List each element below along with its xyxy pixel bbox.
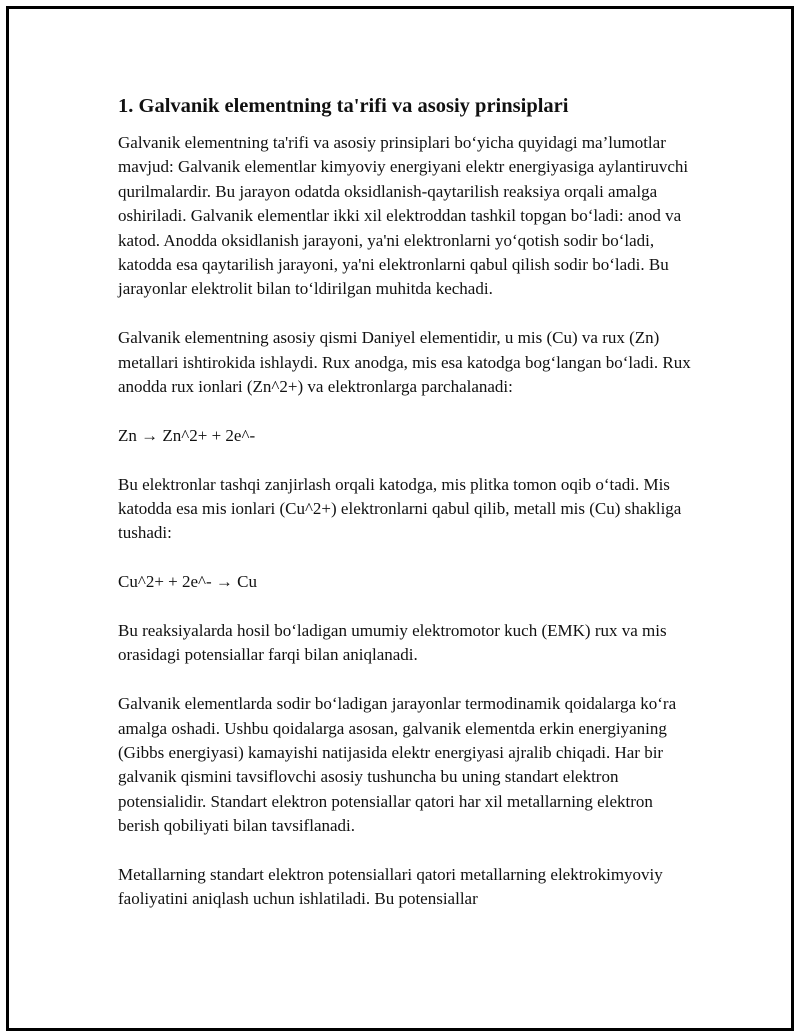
paragraph-electron-flow: Bu elektronlar tashqi zanjirlash orqali katodga, mis plitka tomon oqib o‘tadi. Mis katodda esa mis ionlari (Cu^2+) elektronlarni qabul qilib, metall mis (Cu) shakliga tushadi: bbox=[118, 474, 682, 543]
section-heading: 1. Galvanik elementning ta'rifi va asosiy prinsiplari bbox=[118, 95, 569, 117]
paragraph-definition: Galvanik elementning ta'rifi va asosiy prinsiplari bo‘yicha quyidagi ma’lumotlar mavjud: Galvanik elementlar kimyoviy energiyani elektr energiyasiga aylantiruvchi qurilmalardir. Bu jarayon odatda oksidlanish-qaytarilish reaksiya orqali amalga oshiriladi. Galvanik elementlar ikki xil elektroddan tashkil topgan bo‘ladi: anod va katod. Anodda oksidlanish jarayoni, ya'ni elektronlarni yo‘qotish sodir bo‘ladi, katodda esa qaytarilish jarayoni, ya'ni elektronlarni qabul qilish sodir bo‘ladi. Bu jarayonlar elektrolit bilan to‘ldirilgan muhitda kechadi. bbox=[118, 133, 689, 299]
paragraph-potential-series: Metallarning standart elektron potensiallari qatori metallarning elektrokimyoviy faoliyatini aniqlash uchun ishlatiladi. Bu potensiallar bbox=[118, 865, 663, 909]
paragraph-thermodynamics: Galvanik elementlarda sodir bo‘ladigan jarayonlar termodinamik qoidalarga ko‘ra amalga oshadi. Ushbu qoidalarga asosan, galvanik elementda erkin energiyaning (Gibbs energiyasi) kamayishi natijasida elektr energiyasi ajralib chiqadi. Har bir galvanik qismini tavsiflovchi asosiy tushuncha bu uning standart elektron potensialidir. Standart elektron potensiallar qatori har xil metallarning elektron berish qobiliyati bilan tavsiflanadi. bbox=[118, 694, 677, 836]
document-body bbox=[118, 92, 693, 936]
formula-copper-reduction: Cu^2+ + 2e^- → Cu bbox=[118, 572, 258, 592]
formula-zinc-oxidation: Zn → Zn^2+ + 2e^- bbox=[118, 425, 256, 445]
paragraph-daniell-element: Galvanik elementning asosiy qismi Daniyel elementidir, u mis (Cu) va rux (Zn) metallari ishtirokida ishlaydi. Rux anodga, mis esa katodga bog‘langan bo‘ladi. Rux anodda rux ionlari (Zn^2+) va elektronlarga parchalanadi: bbox=[118, 328, 691, 397]
paragraph-emf: Bu reaksiyalarda hosil bo‘ladigan umumiy elektromotor kuch (EMK) rux va mis orasidagi potensiallar farqi bilan aniqlanadi. bbox=[118, 621, 667, 665]
